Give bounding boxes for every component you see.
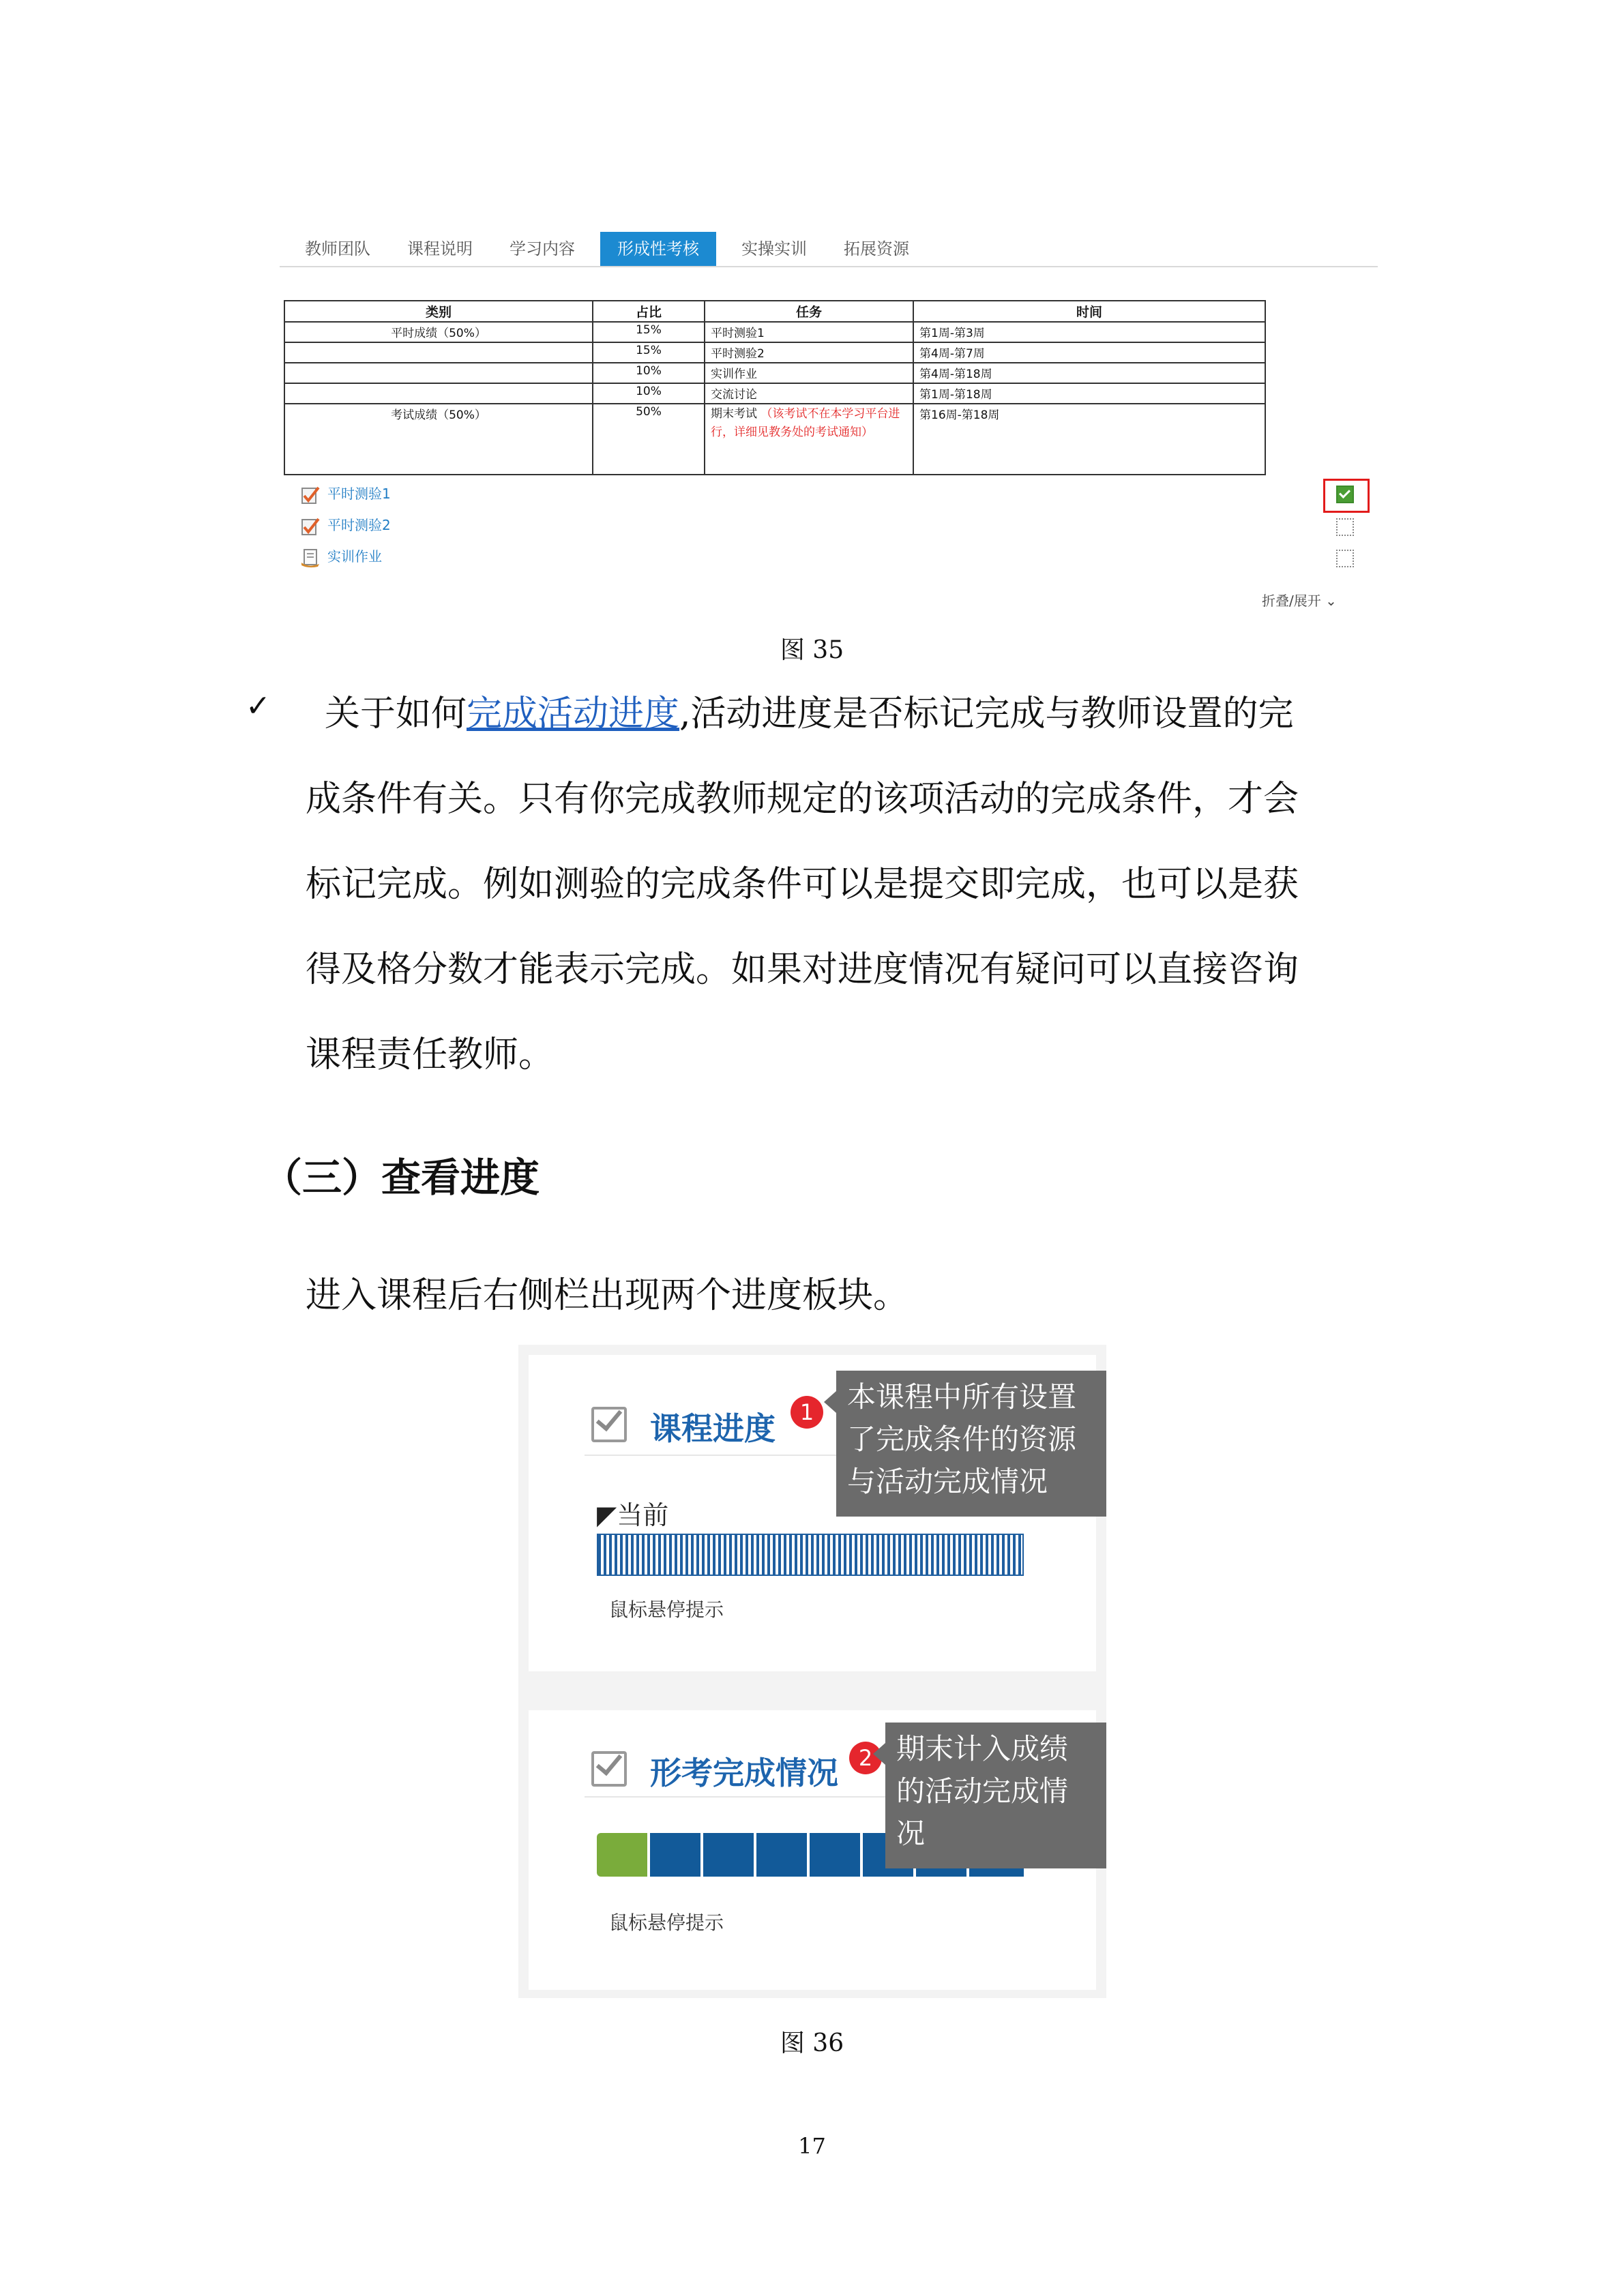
cell-category: 平时成绩（50%） bbox=[284, 322, 593, 342]
progress-segment[interactable] bbox=[810, 1833, 863, 1877]
figure-35-caption: 图 35 bbox=[780, 636, 844, 664]
progress-segment-complete[interactable] bbox=[597, 1833, 650, 1877]
header-category: 类别 bbox=[284, 301, 593, 322]
cell-category bbox=[284, 383, 593, 404]
activity-quiz-1[interactable] bbox=[300, 483, 391, 507]
checkbox-icon bbox=[591, 1751, 627, 1787]
completion-checkbox[interactable] bbox=[1336, 518, 1354, 536]
tab-course-description[interactable]: 课程说明 bbox=[407, 239, 473, 258]
tab-learning-content[interactable]: 学习内容 bbox=[510, 239, 575, 258]
cell-category bbox=[284, 363, 593, 383]
checkbox-icon bbox=[591, 1407, 627, 1442]
progress-segment[interactable] bbox=[703, 1833, 756, 1877]
collapse-label: 折叠/展开 bbox=[1262, 593, 1321, 609]
cell-time: 第4周-第18周 bbox=[913, 363, 1265, 383]
activity-label: 平时测验1 bbox=[327, 486, 391, 502]
cell-time: 第1周-第3周 bbox=[913, 322, 1265, 342]
chevron-down-icon: ⌄ bbox=[1325, 593, 1337, 609]
course-tab-bar bbox=[280, 232, 1378, 267]
cell-task bbox=[705, 404, 913, 475]
paragraph-line bbox=[325, 672, 1294, 757]
paragraph-line: 成条件有关。只有你完成教师规定的该项活动的完成条件，才会 bbox=[306, 779, 1299, 820]
quiz-icon bbox=[300, 516, 321, 537]
activity-label: 实训作业 bbox=[327, 548, 382, 565]
hover-hint: 鼠标悬停提示 bbox=[609, 1911, 724, 1934]
paragraph-text: ,活动进度是否标记完成与教师设置的完 bbox=[679, 694, 1294, 734]
badge-number: 1 bbox=[791, 1396, 823, 1429]
tab-formative-assessment[interactable]: 形成性考核 bbox=[600, 232, 716, 266]
assignment-icon bbox=[300, 548, 321, 568]
progress-segment[interactable] bbox=[650, 1833, 703, 1877]
complete-activity-progress-link[interactable]: 完成活动进度 bbox=[467, 694, 680, 734]
figure-36-screenshot bbox=[518, 1345, 1106, 1998]
paragraph-line: 进入课程后右侧栏出现两个进度板块。 bbox=[306, 1275, 909, 1316]
current-marker: ◤当前 bbox=[597, 1500, 669, 1530]
cell-time: 第16周-第18周 bbox=[913, 404, 1265, 475]
table-row bbox=[284, 383, 1265, 404]
course-progress-bar[interactable] bbox=[597, 1534, 1024, 1576]
activity-assignment[interactable] bbox=[300, 546, 382, 570]
activity-quiz-2[interactable] bbox=[300, 514, 391, 539]
cell-time: 第4周-第7周 bbox=[913, 342, 1265, 363]
cell-ratio: 15% bbox=[593, 322, 705, 342]
tab-extended-resources[interactable]: 拓展资源 bbox=[844, 239, 909, 258]
paragraph-line: 标记完成。例如测验的完成条件可以是提交即完成，也可以是获 bbox=[306, 864, 1299, 905]
quiz-icon bbox=[300, 485, 321, 505]
table-row bbox=[284, 363, 1265, 383]
check-bullet: ✓ bbox=[246, 689, 271, 724]
assessment-table bbox=[284, 300, 1266, 475]
table-row bbox=[284, 342, 1265, 363]
cell-ratio: 50% bbox=[593, 404, 705, 475]
header-time: 时间 bbox=[913, 301, 1265, 322]
badge-number: 2 bbox=[849, 1742, 882, 1774]
hover-hint: 鼠标悬停提示 bbox=[609, 1598, 724, 1621]
header-ratio: 占比 bbox=[593, 301, 705, 322]
tooltip: 期末计入成绩的活动完成情况 bbox=[885, 1723, 1106, 1868]
paragraph-line: 得及格分数才能表示完成。如果对进度情况有疑问可以直接咨询 bbox=[306, 949, 1299, 990]
cell-time: 第1周-第18周 bbox=[913, 383, 1265, 404]
figure-35-screenshot bbox=[280, 218, 1378, 614]
collapse-toggle[interactable] bbox=[1262, 590, 1337, 610]
figure-36-caption: 图 36 bbox=[780, 2029, 844, 2057]
cell-ratio: 10% bbox=[593, 363, 705, 383]
tab-teacher-team[interactable]: 教师团队 bbox=[305, 239, 370, 258]
cell-task: 平时测验2 bbox=[705, 342, 913, 363]
cell-task: 交流讨论 bbox=[705, 383, 913, 404]
paragraph-line: 课程责任教师。 bbox=[306, 1034, 555, 1075]
task-name: 期末考试 bbox=[711, 407, 757, 421]
block-title: 课程进度 bbox=[650, 1410, 776, 1447]
page-number: 17 bbox=[798, 2133, 826, 2159]
cell-category bbox=[284, 342, 593, 363]
table-header-row bbox=[284, 301, 1265, 322]
block-title: 形考完成情况 bbox=[650, 1755, 838, 1791]
completion-checkbox[interactable] bbox=[1336, 550, 1354, 567]
section-heading: （三）查看进度 bbox=[263, 1154, 540, 1201]
task-note: （该考试不在本学习平台进行，详细见教务处的考试通知） bbox=[711, 407, 900, 439]
tab-practical-training[interactable]: 实操实训 bbox=[741, 239, 807, 258]
cell-task: 实训作业 bbox=[705, 363, 913, 383]
cell-category: 考试成绩（50%） bbox=[284, 404, 593, 475]
tooltip: 本课程中所有设置了完成条件的资源与活动完成情况 bbox=[836, 1371, 1106, 1517]
activity-label: 平时测验2 bbox=[327, 517, 391, 533]
header-task: 任务 bbox=[705, 301, 913, 322]
completion-checkbox-checked[interactable] bbox=[1336, 486, 1354, 503]
cell-ratio: 10% bbox=[593, 383, 705, 404]
paragraph-text: 关于如何 bbox=[325, 694, 467, 734]
cell-task: 平时测验1 bbox=[705, 322, 913, 342]
table-row bbox=[284, 404, 1265, 475]
progress-segment[interactable] bbox=[756, 1833, 810, 1877]
table-row bbox=[284, 322, 1265, 342]
cell-ratio: 15% bbox=[593, 342, 705, 363]
